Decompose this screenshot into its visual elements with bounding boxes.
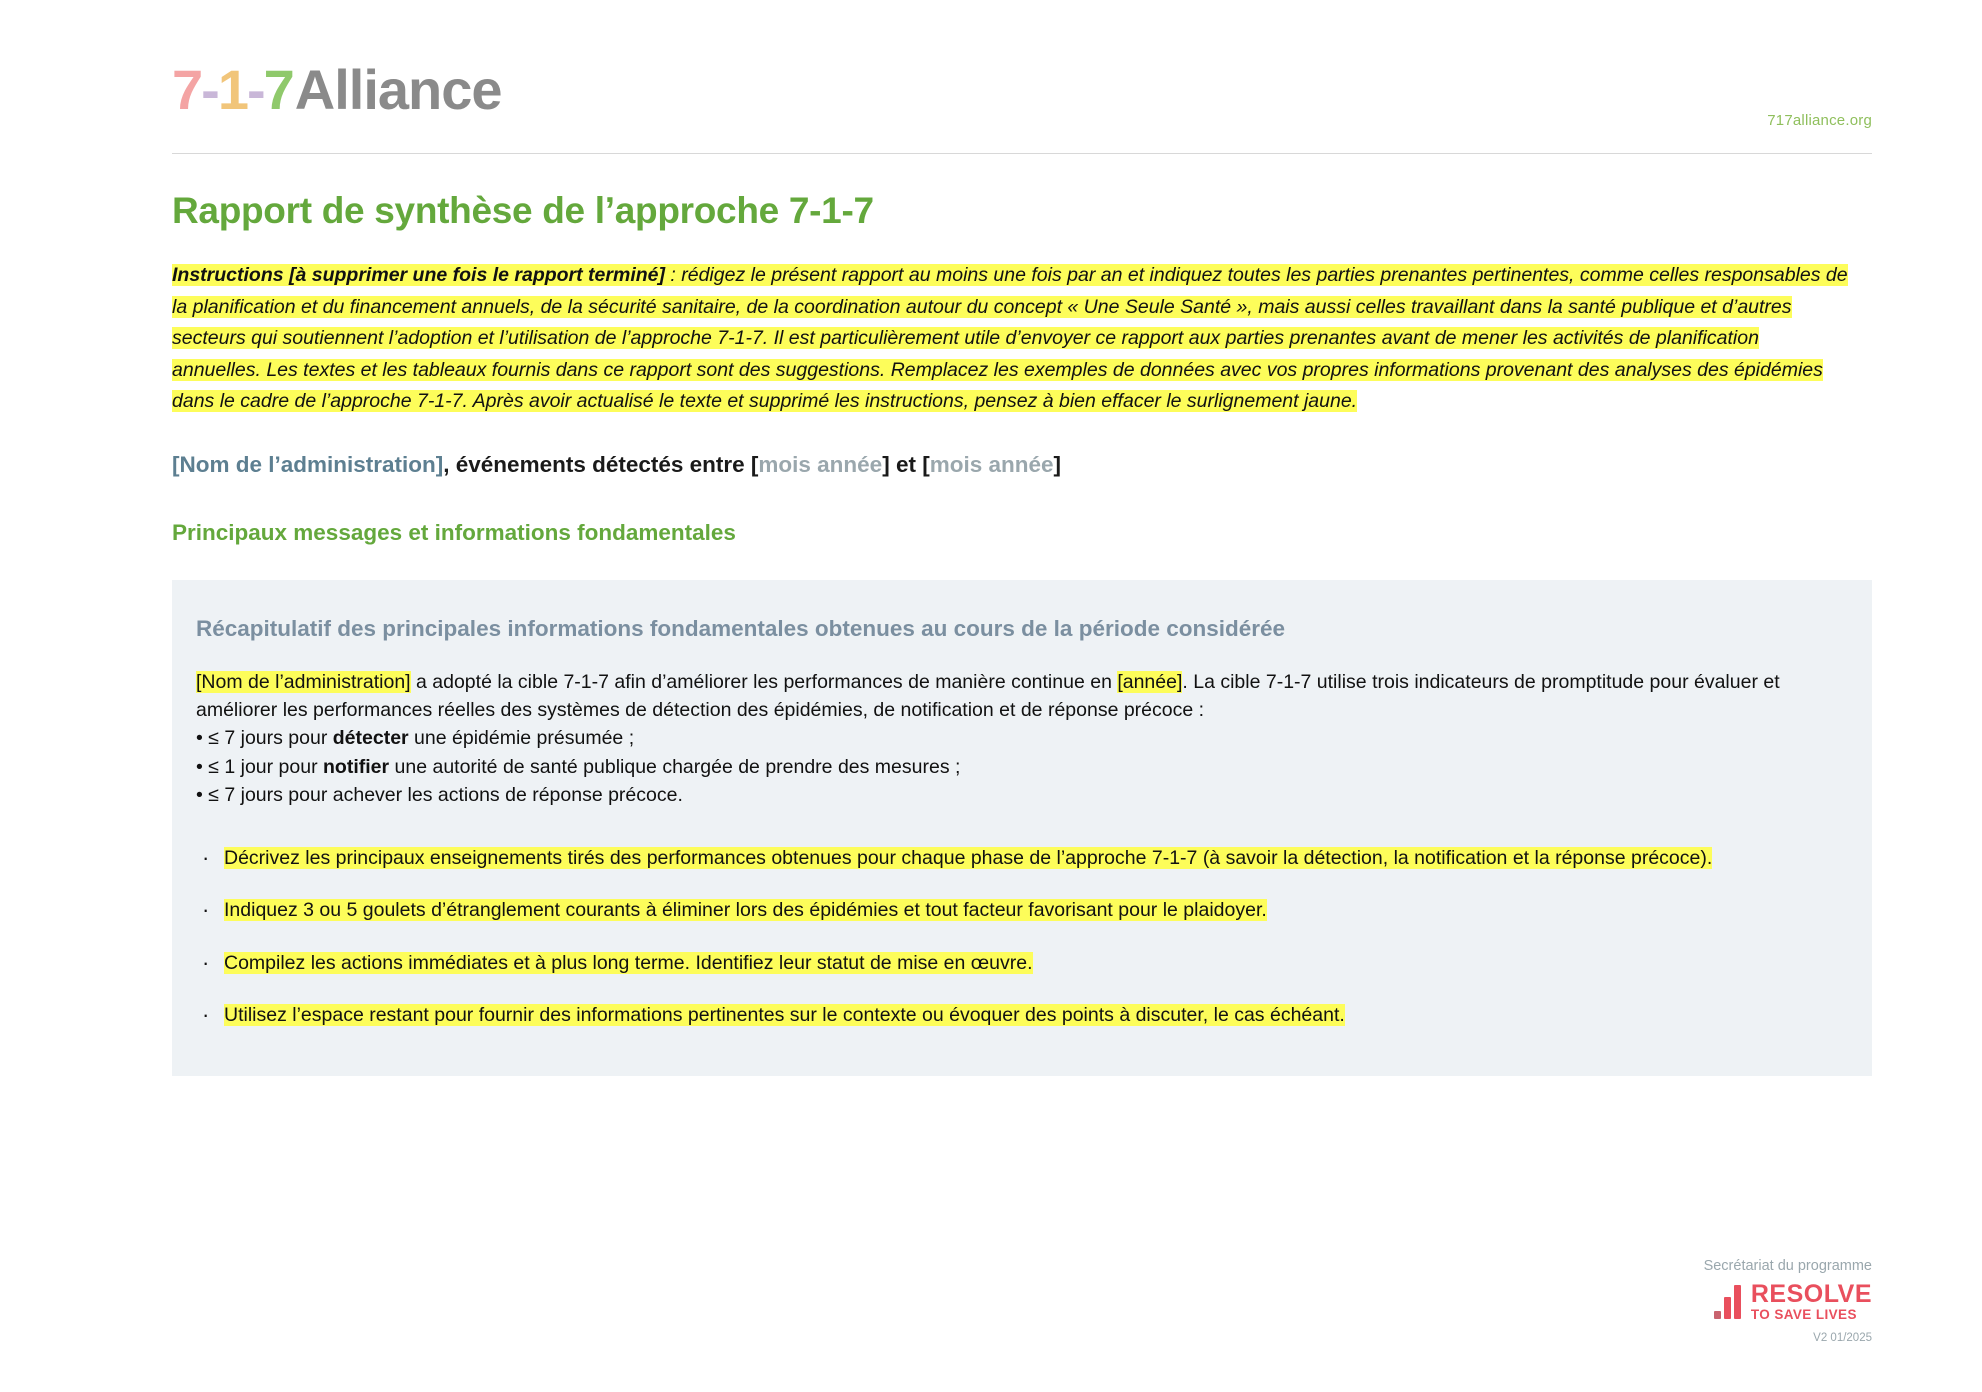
resolve-line-2: TO SAVE LIVES [1750,1306,1857,1322]
list-item [196,1000,1848,1030]
bullet-text-2: Indiquez 3 ou 5 goulets d’étranglement courants à éliminer lors des épidémies et tout facteur favorisant pour le plaidoyer. [224,899,1267,922]
lead-year-placeholder: [année] [1117,670,1183,693]
indicator-1-post: une épidémie présumée ; [408,727,635,750]
resolve-wordmark [1751,1282,1872,1321]
lead-admin-placeholder: [Nom de l’administration] [196,670,411,693]
indicator-3: • ≤ 7 jours pour achever les actions de réponse précoce. [196,783,683,806]
bullet-text-3: Compilez les actions immédiates et à plus long terme. Identifiez leur statut de mise en œuvre. [224,951,1033,974]
scope-month-year-2: mois année [929,451,1054,477]
scope-line [172,452,1872,478]
bullet-text-1: Décrivez les principaux enseignements tirés des performances obtenues pour chaque phase de l’approche 7-1-7 (à savoir la détection, la notification et la réponse précoce). [224,847,1713,870]
page-title: Rapport de synthèse de l’approche 7-1-7 [172,190,874,231]
resolve-line-1: RESOLVE [1750,1280,1872,1309]
instructions-label: Instructions [à supprimer une fois le rapport terminé] [172,264,665,286]
header-divider [172,153,1872,154]
summary-panel-lead [196,668,1848,809]
list-item [196,843,1848,873]
document-body [172,190,1872,1076]
bullet-text-4: Utilisez l’espace restant pour fournir des informations pertinentes sur le contexte ou évoquer des points à discuter, le cas échéant. [224,1003,1345,1026]
scope-end-text: ] [1053,451,1061,477]
indicator-1-pre: • ≤ 7 jours pour [196,727,333,750]
lead-part-2: . La cible 7-1-7 utilise trois indicateurs de promptitude pour évaluer et améliorer les performances réelles des systèmes de détection des épidémies, de notification et de réponse précoce : [196,670,1780,722]
page-footer [1312,1258,1872,1344]
site-url: 717alliance.org [1767,112,1872,129]
instructions-paragraph [172,260,1852,418]
indicator-2-pre: • ≤ 1 jour pour [196,755,324,778]
list-item [196,948,1848,978]
document-version: V2 01/2025 [1813,1332,1872,1344]
logo-mark [172,58,293,121]
section-title-key-messages: Principaux messages et informations fondamentales [172,519,736,545]
indicator-2-bold: notifier [323,755,390,778]
logo-dash-1: - [201,58,218,121]
logo-dash-2: - [246,58,264,121]
logo-717-alliance [172,50,502,130]
scope-month-year-1: mois année [758,451,883,477]
logo-digit-1: 1 [217,58,247,121]
scope-between-text: ] et [ [882,451,930,477]
resolve-to-save-lives-logo [1714,1282,1872,1321]
logo-digit-7a: 7 [172,58,202,121]
indicator-2-post: une autorité de santé publique chargée de prendre des mesures ; [389,755,961,778]
summary-bullet-list [196,843,1848,1030]
scope-administration-placeholder: [Nom de l’administration] [172,451,444,477]
lead-part-1: a adopté la cible 7-1-7 afin d’améliorer les performances de manière continue en [410,670,1118,693]
page-header [172,50,1872,146]
scope-middle-text: , événements détectés entre [ [443,451,759,477]
logo-wordmark: Alliance [294,58,502,121]
logo-digit-7b: 7 [263,58,293,121]
footer-secretariat-label: Secrétariat du programme [1703,1258,1872,1275]
instructions-text: : rédigez le présent rapport au moins une fois par an et indiquez toutes les parties prenantes pertinentes, comme celles responsables de la planification et du financement annuels, de la sécurité sanitaire, de la coordination autour du concept « Une Seule Santé », mais aussi celles travaillant dans la santé publique et d’autres secteurs qui soutiennent l’adoption et l’utilisation de l’approche 7-1-7. Il est particulièrement utile d’envoyer ce rapport aux parties prenantes avant de mener les activités de planification annuelles. Les textes et les tableaux fournis dans ce rapport sont des suggestions. Remplacez les exemples de données avec vos propres informations provenant des analyses des épidémies dans le cadre de l’approche 7-1-7. Après avoir actualisé le texte et supprimé les instructions, pensez à bien effacer le surlignement jaune. [172,264,1848,413]
summary-panel-heading: Récapitulatif des principales informations fondamentales obtenues au cours de la période considérée [196,615,1286,641]
resolve-bars-icon [1714,1285,1741,1319]
summary-panel [172,580,1872,1076]
indicator-1-bold: détecter [332,727,409,750]
list-item [196,895,1848,925]
